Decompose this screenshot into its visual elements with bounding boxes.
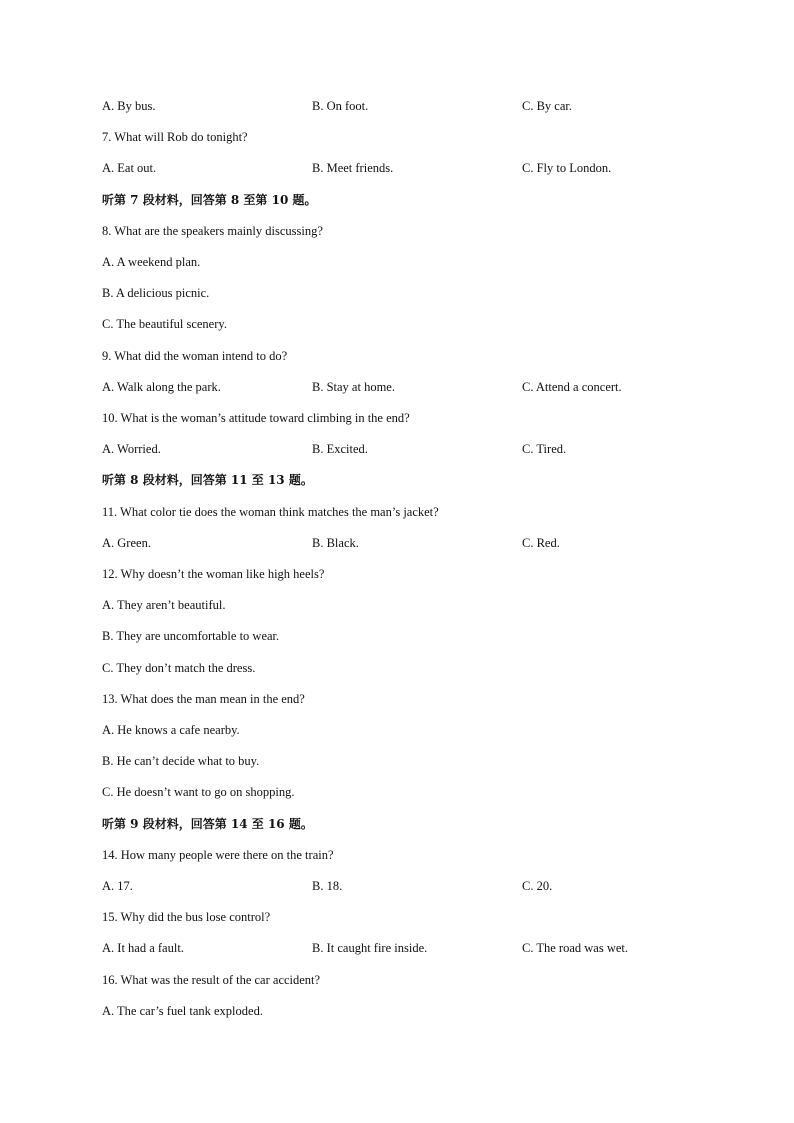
answer-option: C. He doesn’t want to go on shopping. [102,785,295,799]
answer-options-row [102,159,722,177]
answer-option-c: C. Tired. [522,442,567,456]
section-heading: 听第 9 段材料，回答第 14 至 16 题。 [102,817,313,831]
answer-option-c: C. Fly to London. [522,161,612,175]
question-text: 12. Why doesn’t the woman like high heels? [102,567,325,581]
answer-option-b: B. Excited. [312,442,368,456]
question-text: 13. What does the man mean in the end? [102,692,305,706]
answer-option-a: A. 17. [102,879,133,893]
answer-option-b: B. Meet friends. [312,161,394,175]
question-text: 8. What are the speakers mainly discussing? [102,224,323,238]
answer-option: A. He knows a cafe nearby. [102,723,240,737]
answer-option-a: A. Walk along the park. [102,380,221,394]
section-heading: 听第 7 段材料，回答第 8 至第 10 题。 [102,193,317,207]
question-text: 15. Why did the bus lose control? [102,910,271,924]
answer-option-a: A. It had a fault. [102,941,184,955]
answer-option: C. The beautiful scenery. [102,317,227,331]
answer-options-row [102,877,722,895]
answer-option-a: A. Green. [102,536,151,550]
answer-option-c: C. Red. [522,536,560,550]
answer-option: B. He can’t decide what to buy. [102,754,260,768]
answer-option-b: B. Stay at home. [312,380,395,394]
answer-option-c: C. 20. [522,879,553,893]
answer-option: A. The car’s fuel tank exploded. [102,1004,263,1018]
answer-options-row [102,378,722,396]
answer-option-a: A. Eat out. [102,161,157,175]
answer-option: A. A weekend plan. [102,255,201,269]
answer-option-c: C. By car. [522,99,572,113]
answer-option-b: B. 18. [312,879,343,893]
answer-option-a: A. By bus. [102,99,156,113]
question-text: 14. How many people were there on the train? [102,848,334,862]
answer-option-b: B. On foot. [312,99,369,113]
answer-option: B. A delicious picnic. [102,286,210,300]
answer-option: C. They don’t match the dress. [102,661,256,675]
answer-options-row [102,97,722,115]
answer-options-row [102,440,722,458]
question-text: 16. What was the result of the car accident? [102,973,321,987]
question-text: 9. What did the woman intend to do? [102,349,288,363]
answer-option-c: C. Attend a concert. [522,380,622,394]
answer-option-a: A. Worried. [102,442,161,456]
answer-option-b: B. Black. [312,536,359,550]
question-text: 7. What will Rob do tonight? [102,130,248,144]
answer-options-row [102,534,722,552]
question-text: 10. What is the woman’s attitude toward climbing in the end? [102,411,410,425]
answer-option-b: B. It caught fire inside. [312,941,428,955]
section-heading: 听第 8 段材料，回答第 11 至 13 题。 [102,473,313,487]
answer-option: B. They are uncomfortable to wear. [102,629,280,643]
answer-option-c: C. The road was wet. [522,941,628,955]
answer-option: A. They aren’t beautiful. [102,598,226,612]
answer-options-row [102,939,722,957]
question-text: 11. What color tie does the woman think matches the man’s jacket? [102,505,439,519]
